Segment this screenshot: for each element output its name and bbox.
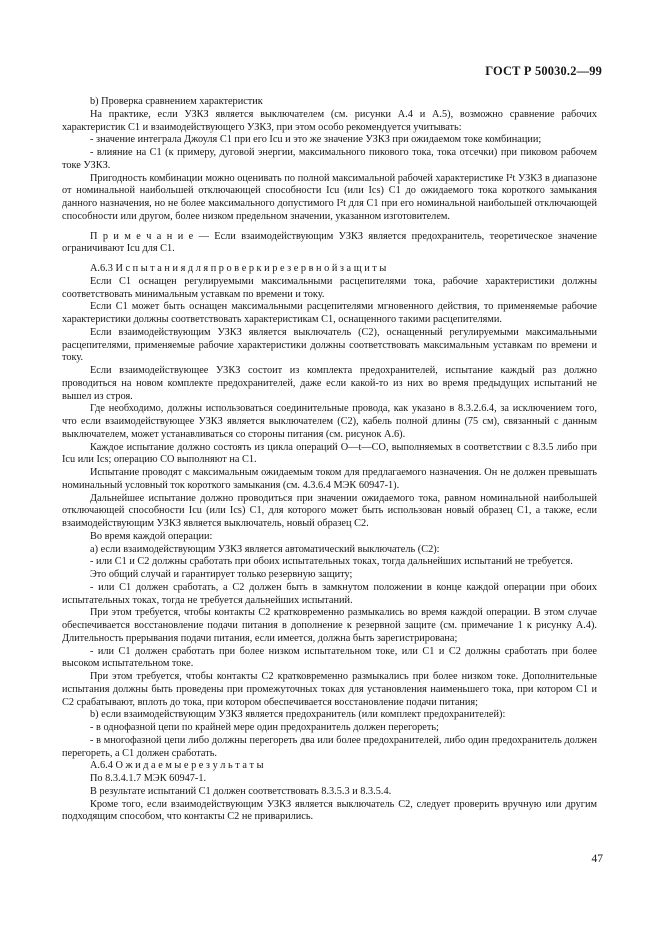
section-heading: b) Проверка сравнением характеристик xyxy=(90,96,263,107)
paragraph: Если С1 может быть оснащен максимальными расцепителями мгновенного действия, то применяемые рабочие характеристики должны соответствовать характеристикам С1, оснащенного такими расцепителями. xyxy=(62,301,597,325)
list-item: - в однофазной цепи по крайней мере один предохранитель должен перегореть; xyxy=(90,722,439,733)
document-body xyxy=(62,96,597,824)
list-item: - влияние на С1 (к примеру, дуговой энергии, максимального пикового тока, тока отсечки) при пиковом рабочем токе УЗКЗ. xyxy=(62,147,597,171)
section-heading: А.6.3 И с п ы т а н и я д л я п р о в е р к и р е з е р в н о й з а щ и т ы xyxy=(90,263,387,274)
paragraph: При этом требуется, чтобы контакты С2 кратковременно размыкались при более низком токе. Дополнительные испытания должны быть проведены при промежуточных токах для установления наименьшего тока, при котором С1 и С2 срабатывают, вплоть до тока, при котором обеспечивается восстановление подачи питания; xyxy=(62,671,597,708)
list-item: - значение интеграла Джоуля С1 при его Icu и это же значение УЗКЗ при ожидаемом токе комбинации; xyxy=(90,134,542,146)
paragraph: Если взаимодействующее УЗКЗ состоит из комплекта предохранителей, испытание каждый раз должно проводиться на новом комплекте предохранителей, даже если какой-то из них во время предыдущих испытаний не вышел из строя. xyxy=(62,365,597,402)
list-item: - в многофазной цепи либо должны перегореть два или более предохранителей, либо один предохранитель должен перегореть, а С1 должен сработать. xyxy=(62,734,597,759)
list-item: - или С1 должен сработать при более низком испытательном токе, или С1 и С2 должны сработать при более высоком испытательном токе. xyxy=(62,645,597,670)
paragraph: Во время каждой операции: xyxy=(90,530,213,542)
paragraph: Испытание проводят с максимальным ожидаемым током для предлагаемого назначения. Он не должен превышать номинальный условный ток короткого замыкания (см. 4.3.6.4 МЭК 60947-1). xyxy=(62,467,597,491)
list-item: b) если взаимодействующим УЗКЗ является предохранитель (или комплект предохранителей): xyxy=(90,709,506,721)
list-item: - или С1 должен сработать, а С2 должен быть в замкнутом положении в конце каждой операции при обоих испытательных токах, тогда не требуется дальнейших испытаний. xyxy=(62,581,597,606)
paragraph: Кроме того, если взаимодействующим УЗКЗ является выключатель С2, следует проверить вручную или другим подходящим способом, что контакты С2 не приварились. xyxy=(62,798,597,823)
note: П р и м е ч а н и е — Если взаимодействующим УЗКЗ является предохранитель, теоретическое значение ограничивают Icu для С1. xyxy=(62,230,597,255)
paragraph: По 8.3.4.1.7 МЭК 60947-1. xyxy=(90,773,207,784)
paragraph: На практике, если УЗКЗ является выключателем (см. рисунки А.4 и А.5), возможно сравнение рабочих характеристик С1 и взаимодействующего УЗКЗ, при этом особо рекомендуется учитывать: xyxy=(62,108,597,133)
paragraph: Если взаимодействующим УЗКЗ является выключатель (С2), оснащенный регулируемыми максимальными расцепителями, применяемые рабочие характеристики должны соответствовать максимальным уставкам по времени и току. xyxy=(62,326,597,364)
section-heading: А.6.4 О ж и д а е м ы е р е з у л ь т а т ы xyxy=(90,760,264,772)
list-item: - или С1 и С2 должны сработать при обоих испытательных токах, тогда дальнейших испытаний не требуется. xyxy=(90,556,573,568)
paragraph: При этом требуется, чтобы контакты С2 кратковременно размыкались во время каждой операции. В этом случае обеспечивается восстановление подачи питания в дополнение к резервной защите (см. примечание 1 к рисунку А.4). Длительность прерывания подачи питания, если имеется, должна быть зарегистрирована; xyxy=(62,607,597,644)
paragraph: Пригодность комбинации можно оценивать по полной максимальной рабочей характеристике I²t УЗКЗ в диапазоне от номинальной наибольшей отключающей способности Icu (или Ics) С1 до ожидаемого тока короткого замыкания данного назначения, но не более максимального допустимого I²t для С1 при его номинальной наибольшей отключающей способности или другом, более низком предельном значении, указанном изготовителем. xyxy=(62,172,597,222)
page-number: 47 xyxy=(591,853,603,865)
paragraph: В результате испытаний С1 должен соответствовать 8.3.5.3 и 8.3.5.4. xyxy=(90,785,392,797)
paragraph: Каждое испытание должно состоять из цикла операций О—t—СО, выполняемых в соответствии с 8.3.5 либо при Icu или Ics; операцию СО выполняют на С1. xyxy=(62,441,597,466)
paragraph: Где необходимо, должны использоваться соединительные провода, как указано в 8.3.2.6.4, за исключением того, что если взаимодействующее УЗКЗ является выключателем (С2), кабель полной длины (75 см), связанный с данным выключателем, может устанавливаться со стороны питания (см. рисунок А.6). xyxy=(62,403,597,440)
paragraph: Это общий случай и гарантирует только резервную защиту; xyxy=(90,569,353,580)
paragraph: Дальнейшее испытание должно проводиться при значении ожидаемого тока, равном номинальной наибольшей отключающей способности Icu (или Ics) С1, для которого может быть использован новый образец С1, а также, если взаимодействующим УЗКЗ является выключатель, новый образец С2. xyxy=(62,492,597,529)
paragraph: Если С1 оснащен регулируемыми максимальными расцепителями тока, рабочие характеристики должны соответствовать минимальным уставкам по времени и току. xyxy=(62,275,597,300)
document-code: ГОСТ Р 50030.2—99 xyxy=(485,64,602,78)
list-item: а) если взаимодействующим УЗКЗ является автоматический выключатель (С2): xyxy=(90,543,440,555)
